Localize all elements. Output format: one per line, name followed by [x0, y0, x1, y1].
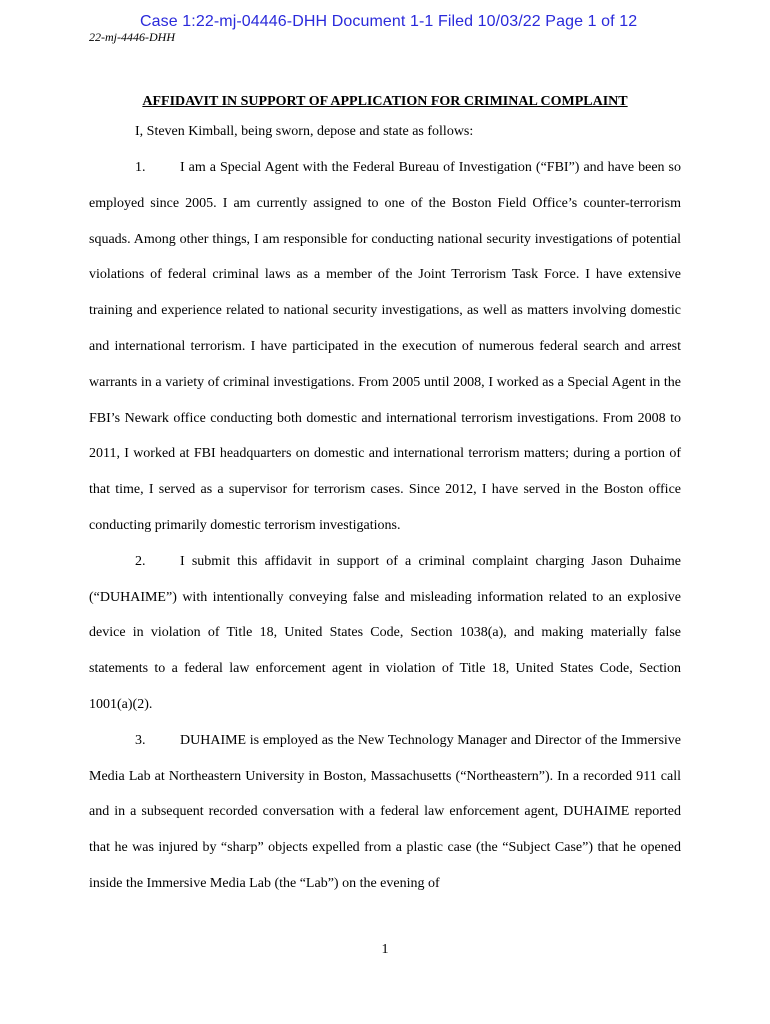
paragraph-2	[89, 544, 681, 723]
document-title: AFFIDAVIT IN SUPPORT OF APPLICATION FOR CRIMINAL COMPLAINT	[142, 94, 628, 109]
court-filing-header: Case 1:22-mj-04446-DHH Document 1-1 Filed 10/03/22 Page 1 of 12	[140, 13, 638, 30]
paragraph-number: 2.	[135, 553, 146, 569]
paragraph-text: I am a Special Agent with the Federal Bureau of Investigation (“FBI”) and have been so employed since 2005. I am currently assigned to one of the Boston Field Office’s counter-terrorism squads. Among other things, I am responsible for conducting national security investigations of potential violations of federal criminal laws as a member of the Joint Terrorism Task Force. I have extensive training and experience related to national security investigations, as well as matters involving domestic and international terrorism. I have participated in the execution of numerous federal search and arrest warrants in a variety of criminal investigations. From 2005 until 2008, I worked as a Special Agent in the FBI’s Newark office conducting both domestic and international terrorism investigations. From 2008 to 2011, I worked at FBI headquarters on domestic and international terrorism matters; during a portion of that time, I served as a supervisor for terrorism cases. Since 2012, I have served in the Boston office conducting primarily domestic terrorism investigations.	[89, 160, 681, 533]
paragraph-number: 1.	[135, 160, 146, 175]
case-number: 22-mj-4446-DHH	[89, 30, 175, 44]
paragraph-text: DUHAIME is employed as the New Technology Manager and Director of the Immersive Media Lab at Northeastern University in Boston, Massachusetts (“Northeastern”). In a recorded 911 call and in a subsequent recorded conversation with a federal law enforcement agent, DUHAIME reported that he was injured by “sharp” objects expelled from a plastic case (the “Subject Case”) that he opened inside the Immersive Media Lab (the “Lab”) on the evening of	[89, 732, 681, 891]
paragraph-number: 3.	[135, 732, 146, 748]
paragraph-3	[89, 723, 681, 902]
intro-statement: I, Steven Kimball, being sworn, depose and state as follows:	[135, 124, 474, 139]
document-body	[89, 114, 681, 902]
paragraph-text: I submit this affidavit in support of a criminal complaint charging Jason Duhaime (“DUHAIME”) with intentionally conveying false and misleading information related to an explosive device in violation of Title 18, United States Code, Section 1038(a), and making materially false statements to a federal law enforcement agent in violation of Title 18, United States Code, Section 1001(a)(2).	[89, 553, 681, 712]
paragraph-1	[89, 150, 681, 544]
page-number: 1	[381, 942, 389, 957]
